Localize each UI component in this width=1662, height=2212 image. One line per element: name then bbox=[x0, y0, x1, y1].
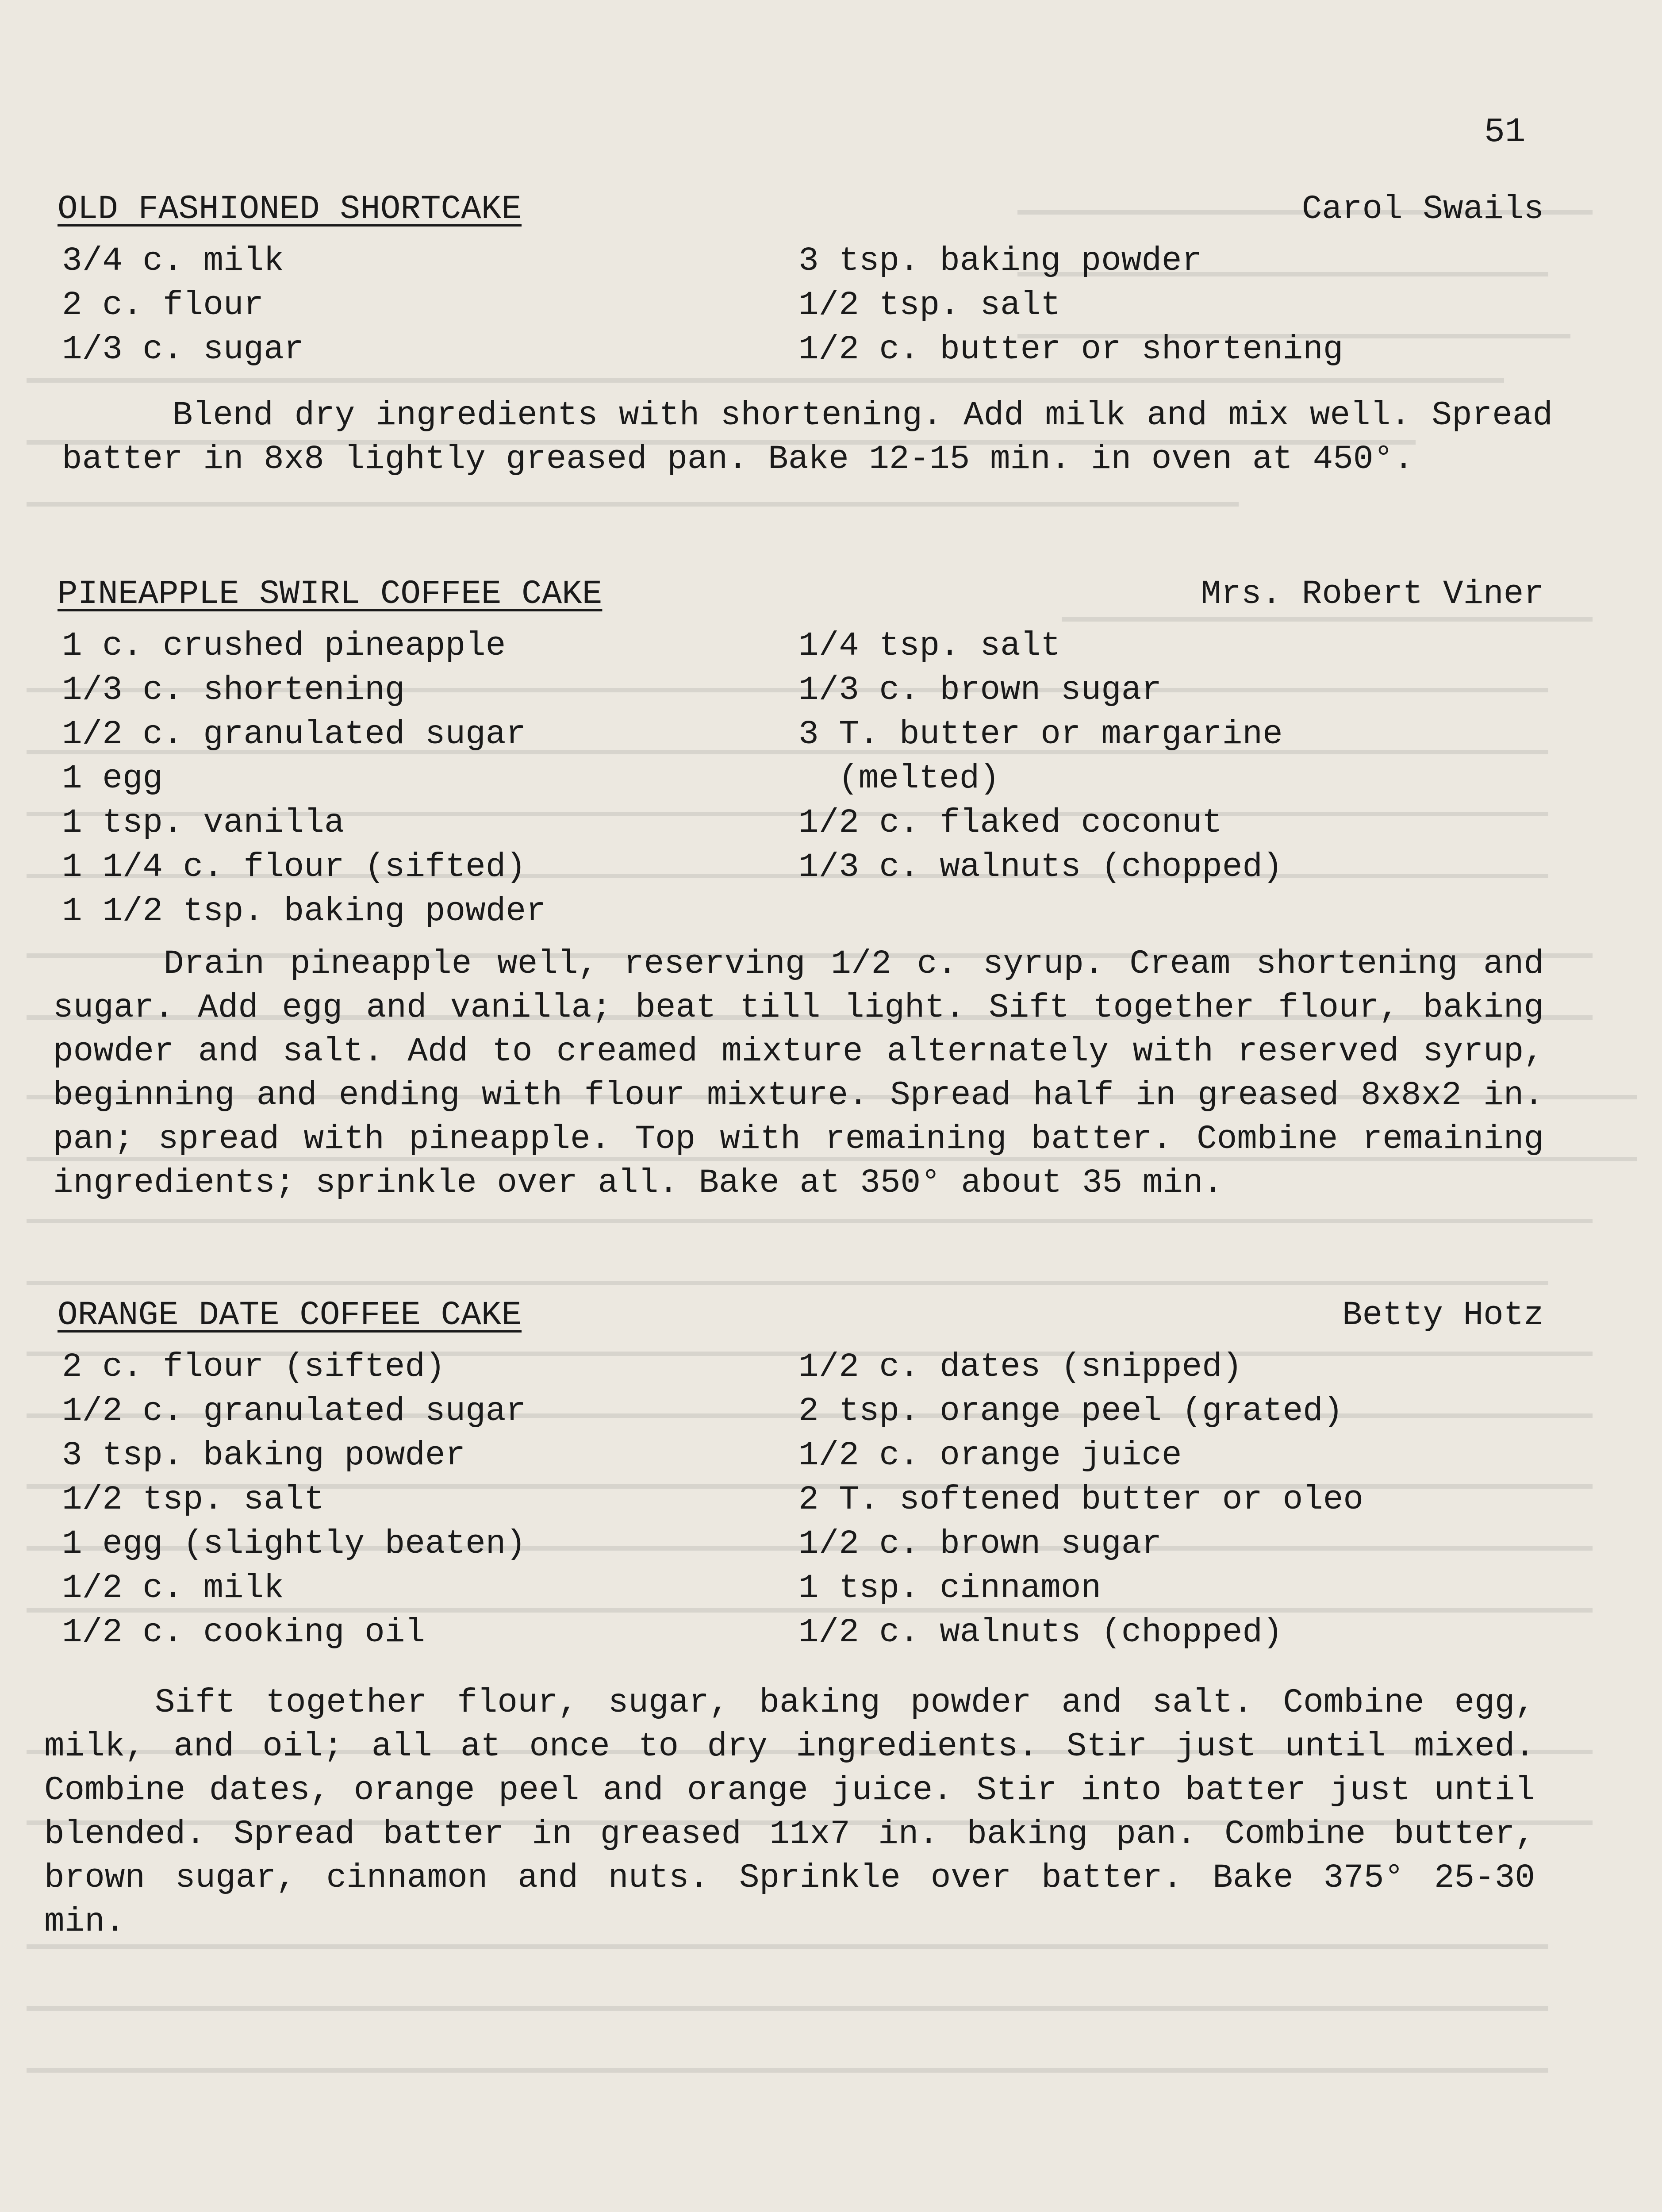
directions-text: Sift together flour, sugar, baking powder and salt. Combine egg, milk, and oil; all at once to dry ingredients. Stir just until mixed. Combine dates, orange peel and orange juice. Stir into batter just until blended. Spread batter in greased 11x7 in. baking pan. Combine butter, brown sugar, cinnamon and nuts. Sprinkle over batter. Bake 375° 25-30 min. bbox=[44, 1684, 1535, 1941]
ingredient-item: 1/2 tsp. salt bbox=[798, 286, 1061, 324]
recipe-title: PINEAPPLE SWIRL COFFEE CAKE bbox=[58, 575, 603, 613]
ingredient-columns bbox=[49, 1345, 1544, 1651]
recipe-author: Carol Swails bbox=[1301, 190, 1544, 228]
ingredient-item: 1/2 c. walnuts (chopped) bbox=[798, 1613, 1283, 1651]
ingredients-right bbox=[798, 239, 1343, 372]
ingredient-item: 1 tsp. vanilla bbox=[62, 804, 345, 842]
ingredient-item: 1/2 c. brown sugar bbox=[798, 1525, 1162, 1563]
ingredient-item: 1 tsp. cinnamon bbox=[798, 1569, 1102, 1607]
ingredient-item: 2 c. flour (sifted) bbox=[62, 1348, 445, 1386]
ingredient-item: (melted) bbox=[838, 760, 1000, 798]
ingredient-item: 3 tsp. baking powder bbox=[62, 1436, 466, 1475]
recipe-directions bbox=[62, 394, 1553, 481]
recipe-directions bbox=[53, 942, 1544, 1205]
ingredient-item: 1 1/2 tsp. baking powder bbox=[62, 892, 546, 930]
ingredient-item: 1/2 c. butter or shortening bbox=[798, 330, 1343, 369]
ingredient-item: 1 egg (slightly beaten) bbox=[62, 1525, 526, 1563]
recipe-author: Betty Hotz bbox=[1342, 1296, 1544, 1334]
ingredient-item: 2 tsp. orange peel (grated) bbox=[798, 1392, 1343, 1430]
recipe-old-fashioned-shortcake bbox=[49, 190, 1544, 376]
ingredient-item: 1/3 c. walnuts (chopped) bbox=[798, 848, 1283, 886]
ingredient-item: 2 c. flour bbox=[62, 286, 264, 324]
ingredient-item: 1/2 tsp. salt bbox=[62, 1481, 324, 1519]
ingredient-item: 1/4 tsp. salt bbox=[798, 627, 1061, 665]
recipe-directions bbox=[44, 1681, 1535, 1944]
ingredient-item: 1/3 c. shortening bbox=[62, 671, 405, 709]
ingredient-item: 1/3 c. sugar bbox=[62, 330, 304, 369]
page-number: 51 bbox=[1484, 113, 1526, 152]
ingredient-item: 1/2 c. granulated sugar bbox=[62, 1392, 526, 1430]
directions-text: Drain pineapple well, reserving 1/2 c. syrup. Cream shortening and sugar. Add egg and vanilla; beat till light. Sift together flour, baking powder and salt. Add to creamed mixture alternately with reserved syrup, beginning and ending with flour mixture. Spread half in greased 8x8x2 in. pan; spread with pineapple. Top with remaining batter. Combine remaining ingredients; sprinkle over all. Bake at 350° about 35 min. bbox=[53, 945, 1544, 1202]
ingredient-item: 1 c. crushed pineapple bbox=[62, 627, 506, 665]
recipe-title: ORANGE DATE COFFEE CAKE bbox=[58, 1296, 522, 1334]
ingredient-item: 1/2 c. granulated sugar bbox=[62, 715, 526, 753]
directions-text: Blend dry ingredients with shortening. Add milk and mix well. Spread batter in 8x8 lightly greased pan. Bake 12-15 min. in oven at 450°. bbox=[62, 396, 1553, 478]
ingredient-item: 1 1/4 c. flour (sifted) bbox=[62, 848, 526, 886]
ingredient-item: 3 T. butter or margarine bbox=[798, 715, 1283, 753]
ingredient-item: 1/2 c. cooking oil bbox=[62, 1613, 425, 1651]
ingredient-item: 1/2 c. orange juice bbox=[798, 1436, 1182, 1475]
recipe-pineapple-swirl-coffee-cake bbox=[49, 575, 1544, 929]
recipe-author: Mrs. Robert Viner bbox=[1201, 575, 1544, 613]
ingredient-item: 1 egg bbox=[62, 760, 163, 798]
ingredients-left bbox=[62, 1345, 526, 1655]
recipe-orange-date-coffee-cake bbox=[49, 1296, 1544, 1651]
ingredients-left bbox=[62, 624, 546, 933]
ingredient-columns bbox=[49, 239, 1544, 376]
recipe-title: OLD FASHIONED SHORTCAKE bbox=[58, 190, 522, 228]
ingredient-item: 1/2 c. flaked coconut bbox=[798, 804, 1222, 842]
ingredient-item: 3/4 c. milk bbox=[62, 242, 284, 280]
ingredients-left bbox=[62, 239, 304, 372]
ingredient-columns bbox=[49, 624, 1544, 929]
ingredients-right bbox=[798, 624, 1283, 889]
ingredient-item: 1/2 c. dates (snipped) bbox=[798, 1348, 1243, 1386]
ingredient-item: 1/3 c. brown sugar bbox=[798, 671, 1162, 709]
ingredient-item: 1/2 c. milk bbox=[62, 1569, 284, 1607]
ingredients-right bbox=[798, 1345, 1363, 1655]
ingredient-item: 3 tsp. baking powder bbox=[798, 242, 1202, 280]
ingredient-item: 2 T. softened butter or oleo bbox=[798, 1481, 1364, 1519]
